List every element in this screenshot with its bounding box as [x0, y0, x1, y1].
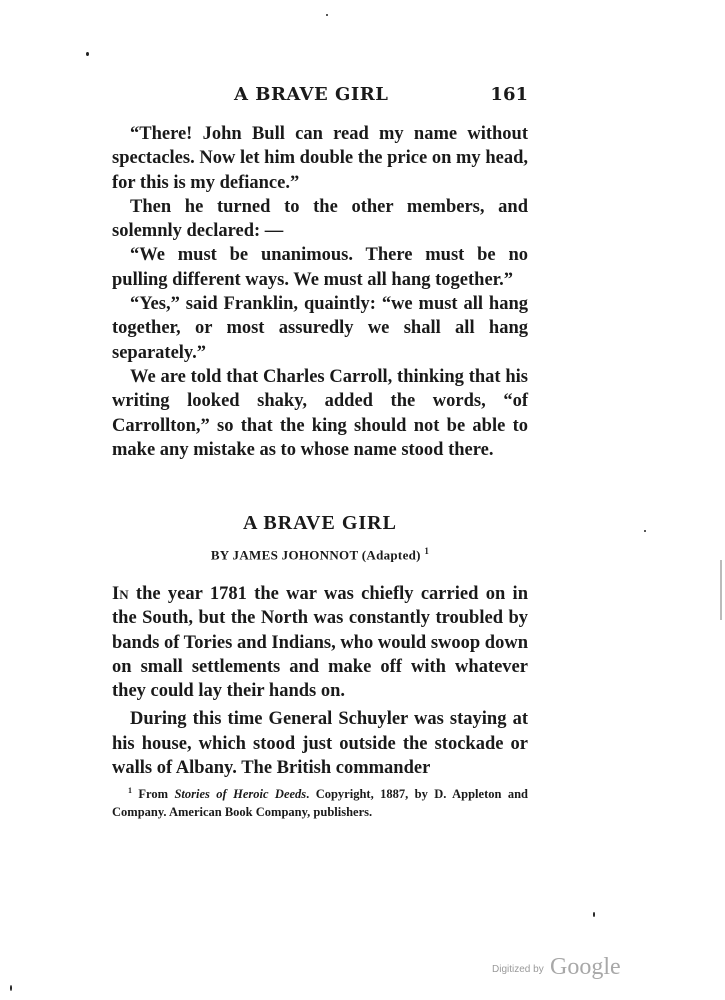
- scan-speck: [10, 985, 12, 991]
- scan-speck: [720, 560, 722, 620]
- scan-speck: [326, 14, 328, 16]
- paragraph: Then he turned to the other members, and solemnly declared: —: [112, 196, 528, 242]
- paragraph: “There! John Bull can read my name without spectacles. Now let him double the price on my head, for this is my defiance.”: [112, 124, 528, 193]
- footnote-reference: 1: [424, 546, 430, 556]
- page-number: 161: [490, 84, 528, 105]
- byline: [112, 546, 528, 563]
- google-watermark: [492, 954, 642, 984]
- paragraph: We are told that Charles Carroll, thinking that his writing looked shaky, added the words, “of Carrollton,” so that the king should not be able to make any mistake as to whose name stood there.: [112, 366, 528, 460]
- footnote-suffix: . Copyright, 1887, by D. Appleton and Company. American Book Company, publishers.: [112, 787, 529, 820]
- byline-text: BY JAMES JOHONNOT (Adapted): [210, 547, 421, 563]
- body-text-part2: [112, 582, 528, 780]
- running-title: A BRAVE GIRL: [234, 84, 389, 105]
- paragraph-text: the year 1781 the war was chiefly carried on in the South, but the North was constantly troubled by bands of Tories and Indians, who would swoop down on small settlements and make off with whatever they could lay their hands on.: [112, 584, 528, 702]
- paragraph: “Yes,” said Franklin, quaintly: “we must all hang together, or most assuredly we shall all hang separately.”: [112, 294, 528, 363]
- paragraph: During this time General Schuyler was staying at his house, which stood just outside the stockade or walls of Albany. The British commander: [112, 709, 528, 779]
- footnote: [112, 782, 528, 821]
- scan-speck: [593, 912, 595, 917]
- scan-speck: [644, 530, 646, 532]
- footnote-marker: 1: [128, 786, 132, 795]
- paragraph: [112, 582, 528, 703]
- google-logo: Google: [550, 954, 621, 980]
- body-text-part1: [112, 122, 528, 462]
- opening-word: In: [112, 584, 129, 604]
- paragraph: “We must be unanimous. There must be no pulling different ways. We must all hang together.”: [112, 245, 528, 290]
- footnote-prefix: From: [132, 787, 175, 802]
- scan-speck: [86, 52, 89, 56]
- digitized-label: Digitized by: [492, 964, 544, 975]
- footnote-source-title: Stories of Heroic Deeds: [174, 787, 307, 802]
- section-title: A BRAVE GIRL: [243, 512, 397, 534]
- running-head: [112, 84, 528, 110]
